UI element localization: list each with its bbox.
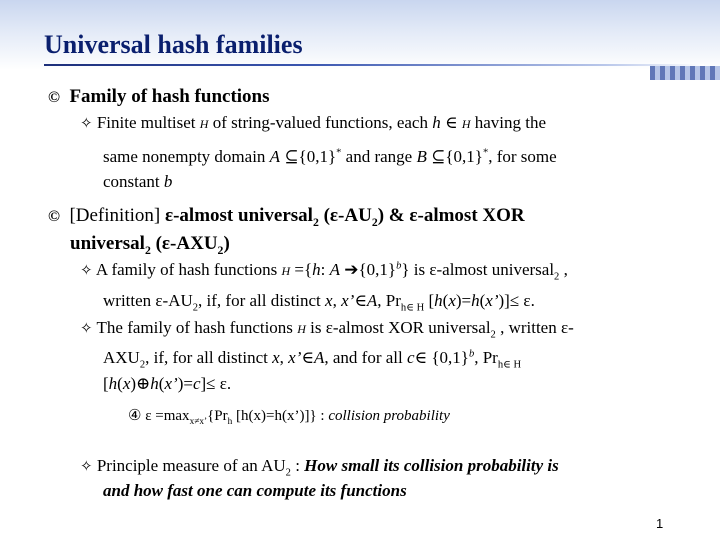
bullet-family-of-hash-functions: © Family of hash functions xyxy=(48,86,270,107)
decorative-strip xyxy=(650,66,720,80)
collision-probability-note: ④ $\varepsilon =\max_{x\ne x’}\{Pr_h$ [h(x)=h(x’)]} : collision probability xyxy=(128,408,450,427)
sub-bullet-line-2: same nonempty domain A ⊆{0,1}* and range B ⊆{0,1}*, for some xyxy=(103,147,557,166)
sub-bullet-icon: ✧ xyxy=(80,263,93,279)
sub-bullet-au2-line-2: written $\varepsilon-AU_2$, if, for all distinct x, x’∈A, $Pr_{h\in H}$ [h(x)=h(x’)]≤ ε. xyxy=(103,291,535,314)
note-icon: ④ xyxy=(128,408,142,424)
bullet-icon: © xyxy=(48,89,60,106)
sub-bullet-icon: ✧ xyxy=(80,459,93,475)
page-number: 1 xyxy=(656,516,664,531)
sub-bullet-principle-line-2: and how fast one can compute its functions xyxy=(103,481,407,500)
sub-bullet-axu2-line-3: [h(x)⊕h(x’)=c]≤ ε. xyxy=(103,374,232,393)
bullet-definition-line-2: universal$_2$ $(\varepsilon-AXU_2)$ xyxy=(70,233,230,257)
bullet-icon: © xyxy=(48,208,60,225)
sub-bullet-axu2-definition: ✧ The family of hash functions H is ε-almost XOR universal$_2$ , written ε- xyxy=(80,318,574,341)
sub-bullet-axu2-line-2: $AXU_2$, if, for all distinct x, x’∈A, and for all c∈ $\{0,1\}^b$, $Pr_{h\in H}$ xyxy=(103,348,522,371)
sub-bullet-principle-measure: ✧ Principle measure of an $AU_2$ : How small its collision probability is xyxy=(80,456,559,479)
sub-bullet-icon: ✧ xyxy=(80,321,93,337)
bullet-definition: © [Definition] ε-almost universal$_2$ $(\varepsilon-AU_2)$ & ε-almost XOR xyxy=(48,205,525,229)
sub-bullet-au2-definition: ✧ A family of hash functions H ={h: A $➔\{0,1\}^b$} is ε-almost universal$_2$ , xyxy=(80,260,568,283)
slide-title: Universal hash families xyxy=(44,30,303,59)
title-rule xyxy=(44,64,704,66)
sub-bullet-finite-multiset: ✧ Finite multiset H of string-valued functions, each h ∈ H having the xyxy=(80,113,547,132)
sub-bullet-line-3: constant b xyxy=(103,172,173,191)
sub-bullet-icon: ✧ xyxy=(80,116,93,132)
